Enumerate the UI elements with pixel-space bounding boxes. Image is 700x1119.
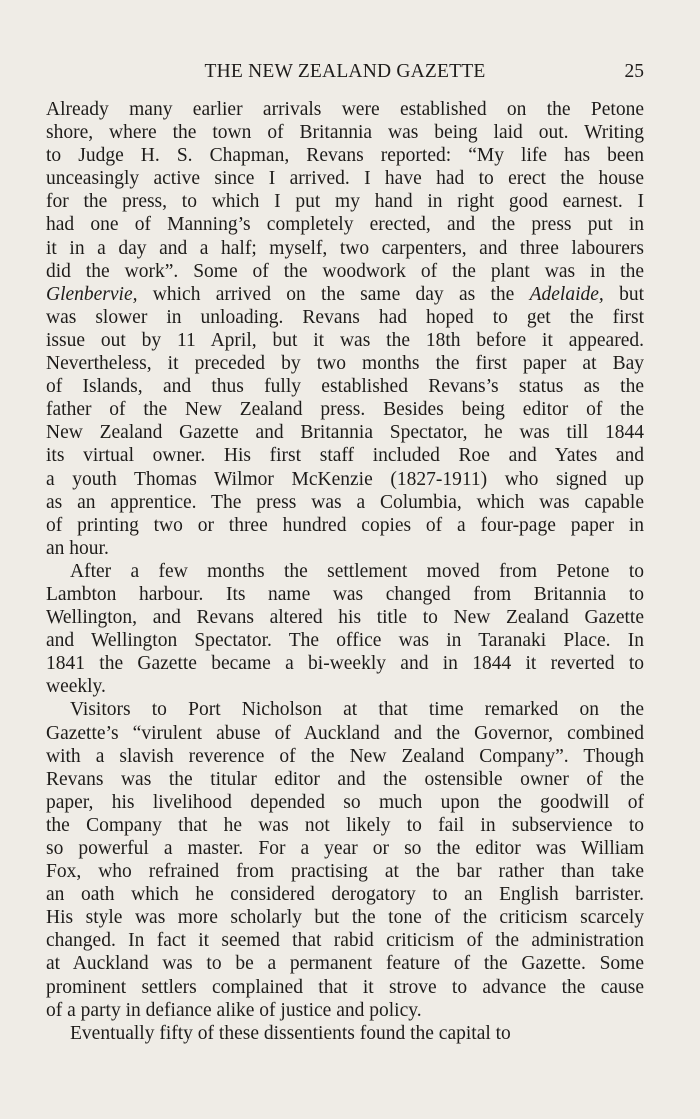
text-segment: but	[603, 283, 645, 305]
text-line: of Islands, and thus fully established Revans’s status as the	[46, 376, 644, 398]
text-line: changed. In fact it seemed that rabid criticism of the administration	[46, 930, 644, 952]
text-line: with a slavish reverence of the New Zealand Company”. Though	[46, 745, 644, 767]
running-head	[46, 60, 644, 84]
text-line: After a few months the settlement moved from Petone to	[70, 560, 644, 582]
text-line: had one of Manning’s completely erected, and the press put in	[46, 214, 644, 236]
text-line: was slower in unloading. Revans had hoped to get the first	[46, 306, 644, 328]
text-line: unceasingly active since I arrived. I have had to erect the house	[46, 168, 644, 190]
text-line: it in a day and a half; myself, two carpenters, and three labourers	[46, 237, 644, 259]
text-line: 1841 the Gazette became a bi-weekly and in 1844 it reverted to	[46, 653, 644, 675]
text-line: for the press, to which I put my hand in right good earnest. I	[46, 191, 644, 213]
text-line: Revans was the titular editor and the ostensible owner of the	[46, 768, 644, 790]
text-line: of a party in defiance alike of justice and policy.	[46, 999, 422, 1021]
text-segment: which arrived on the same day as the	[137, 283, 530, 305]
text-line: Already many earlier arrivals were established on the Petone	[46, 99, 644, 120]
text-line: shore, where the town of Britannia was being laid out. Writing	[46, 122, 644, 144]
text-line: did the work”. Some of the woodwork of the plant was in the	[46, 260, 644, 282]
text-line: to Judge H. S. Chapman, Revans reported: “My life has been	[46, 145, 644, 167]
text-line: an hour.	[46, 537, 109, 559]
running-title: THE NEW ZEALAND GAZETTE	[204, 61, 486, 82]
text-line: Eventually fifty of these dissentients found the capital to	[70, 1022, 511, 1044]
text-line: issue out by 11 April, but it was the 18th before it appeared.	[46, 329, 644, 351]
text-line: Visitors to Port Nicholson at that time remarked on the	[70, 699, 644, 721]
text-line: paper, his livelihood depended so much upon the goodwill of	[46, 791, 644, 813]
text-line: a youth Thomas Wilmor McKenzie (1827-1911) who signed up	[46, 468, 644, 490]
text-line: its virtual owner. His first staff included Roe and Yates and	[46, 445, 644, 467]
text-line: so powerful a master. For a year or so the editor was William	[46, 838, 644, 859]
text-line: father of the New Zealand press. Besides being editor of the	[46, 399, 644, 421]
text-line: weekly.	[46, 676, 106, 698]
text-line: prominent settlers complained that it strove to advance the cause	[46, 976, 644, 998]
text-line: His style was more scholarly but the tone of the criticism scarcely	[46, 907, 644, 929]
italic-segment: Glenbervie,	[46, 283, 138, 305]
text-line: the Company that he was not likely to fail in subservience to	[46, 814, 644, 836]
text-line: Wellington, and Revans altered his title to New Zealand Gazette	[46, 607, 644, 629]
body-text	[46, 98, 644, 1045]
text-line: Nevertheless, it preceded by two months the first paper at Bay	[46, 353, 644, 375]
text-line: at Auckland was to be a permanent feature of the Gazette. Some	[46, 953, 644, 975]
text-line: of printing two or three hundred copies of a four-page paper in	[46, 514, 644, 536]
text-line: Lambton harbour. Its name was changed from Britannia to	[46, 583, 644, 605]
text-line: an oath which he considered derogatory to an English barrister.	[46, 884, 644, 906]
italic-segment: Adelaide,	[529, 283, 604, 305]
text-line: Fox, who refrained from practising at the bar rather than take	[46, 861, 644, 883]
text-line: New Zealand Gazette and Britannia Spectator, he was till 1844	[46, 422, 644, 444]
text-line	[46, 283, 644, 306]
text-line: Gazette’s “virulent abuse of Auckland and the Governor, combined	[46, 722, 644, 744]
text-line: as an apprentice. The press was a Columbia, which was capable	[46, 491, 644, 513]
page-number: 25	[624, 61, 644, 82]
text-line: and Wellington Spectator. The office was in Taranaki Place. In	[46, 630, 644, 652]
